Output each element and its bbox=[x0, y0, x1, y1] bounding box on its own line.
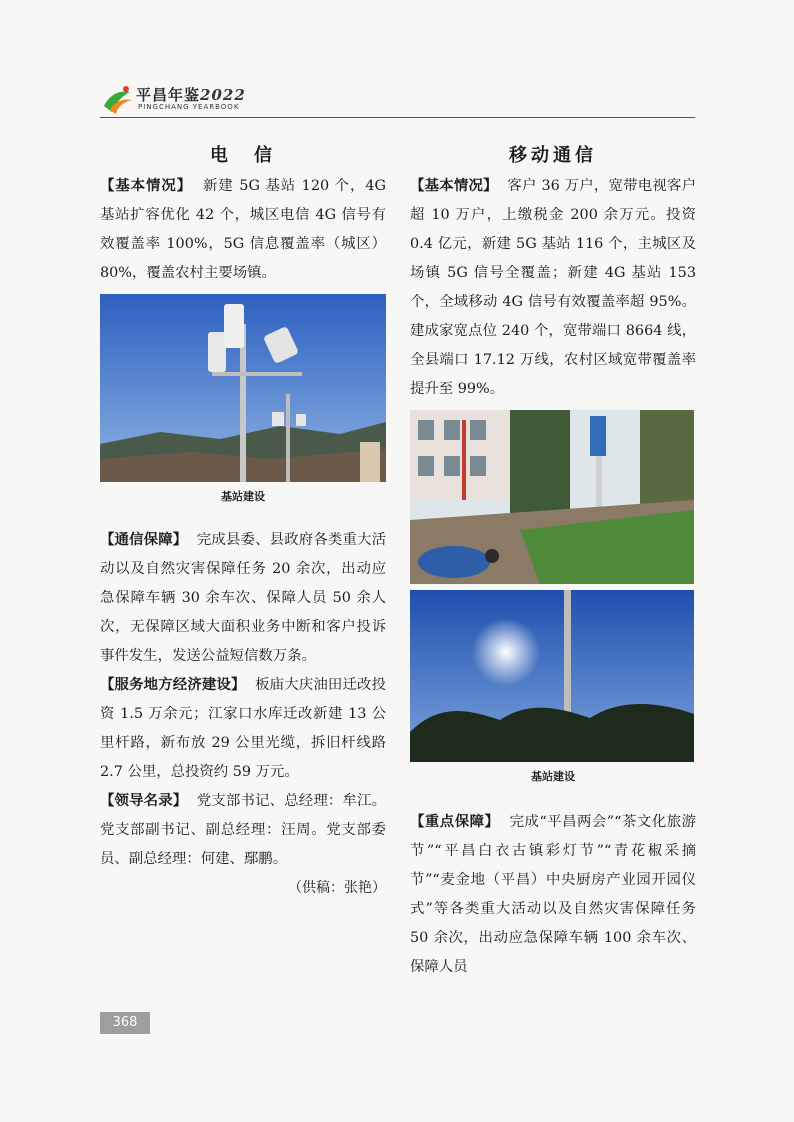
paragraph-key-guarantee: 【重点保障】 完成“平昌两会”“茶文化旅游节”“平昌白衣古镇彩灯节”“青花椒采摘节”“麦金地（平昌）中央厨房产业园开园仪式”等各类重大活动以及自然灾害保障任务 50 余次，出动应急保障车辆 100 余车次、保障人员 bbox=[410, 814, 696, 975]
page-number: 368 bbox=[100, 1012, 150, 1034]
yearbook-year: 2022 bbox=[200, 86, 246, 104]
photo-caption: 基站建设 bbox=[531, 770, 575, 783]
right-column bbox=[410, 140, 696, 982]
left-column bbox=[100, 140, 386, 903]
pingchang-logo-icon bbox=[100, 84, 134, 116]
photo-base-station-tower bbox=[100, 294, 386, 482]
photo-caption: 基站建设 bbox=[221, 490, 265, 503]
paragraph-basic-info: 【基本情况】 新建 5G 基站 120 个，4G 基站扩容优化 42 个，城区电信 4G 信号有效覆盖率 100%，5G 信息覆盖率（城区）80%，覆盖农村主要场镇。 bbox=[100, 178, 386, 281]
paragraph-comm-guarantee: 【通信保障】 完成县委、县政府各类重大活动以及自然灾害保障任务 20 余次，出动应急保障车辆 30 余车次、保障人员 50 余人次，无保障区域大面积业务中断和客户投诉事件发生，发送公益短信数万条。 bbox=[100, 532, 386, 664]
page-header bbox=[100, 82, 695, 118]
paragraph-basic-info: 【基本情况】 客户 36 万户，宽带电视客户超 10 万户，上缴税金 200 余万元。投资 0.4 亿元，新建 5G 基站 116 个，主城区及场镇 5G 信号全覆盖；新建 4G 基站 153 个，全域移动 4G 信号有效覆盖率超 95%。建成家宽点位 240 个，宽带端口 8664 线，全县端口 17.12 万线，农村区域宽带覆盖率提升至 99%。 bbox=[410, 178, 696, 397]
paragraph-leadership: 【领导名录】 党支部书记、总经理：牟江。党支部副书记、副总经理：汪周。党支部委员、副总经理：何建、鄢鹏。 bbox=[100, 793, 386, 867]
photo-workers-installing bbox=[410, 410, 694, 584]
yearbook-title: 平昌年鉴2022 bbox=[136, 86, 246, 104]
section-title-telecom: 电 信 bbox=[210, 145, 276, 166]
contributor-credit: （供稿：张艳） bbox=[288, 880, 386, 896]
paragraph-local-economy: 【服务地方经济建设】 板庙大庆油田迁改投资 1.5 万余元；江家口水库迁改新建 13 公里杆路，新布放 29 公里光缆，拆旧杆线路 2.7 公里，总投资约 59 万元。 bbox=[100, 677, 386, 780]
header-divider bbox=[100, 117, 695, 118]
section-title-mobile: 移动通信 bbox=[509, 145, 597, 166]
photo-sunlit-pole bbox=[410, 590, 694, 762]
yearbook-subtitle: PINGCHANG YEARBOOK bbox=[138, 103, 240, 111]
